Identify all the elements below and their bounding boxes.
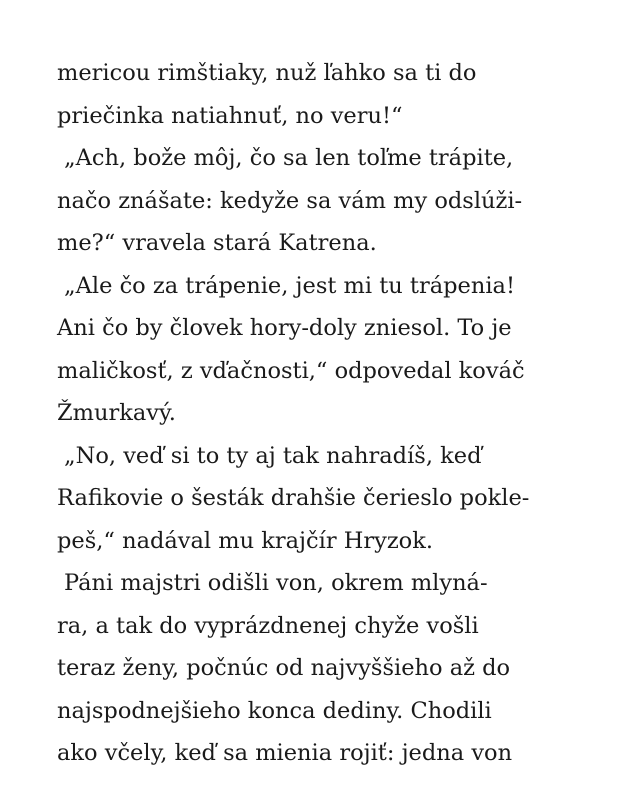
text-line: Žmurkavý. [57, 400, 176, 426]
text-line: načo znášate: kedyže sa vám my odslúži- [57, 187, 523, 214]
text-line: peš,“ nadával mu krajčír Hryzok. [57, 527, 434, 554]
text-line: „Ale čo za trápenie, jest mi tu trápenia! [64, 272, 515, 299]
text-line: najspodnejšieho konca dediny. Chodili [57, 697, 492, 724]
text-line: ako včely, keď sa mienia rojiť: jedna von [57, 740, 513, 766]
text-line: Ani čo by človek hory-doly zniesol. To je [57, 315, 512, 341]
text-line: priečinka natiahnuť, no veru!“ [57, 102, 403, 129]
text-line: „Ach, bože môj, čo sa len toľme trápite, [64, 145, 514, 171]
text-line: „No, veď si to ty aj tak nahradíš, keď [64, 442, 482, 469]
text-line: me?“ vravela stará Katrena. [57, 230, 377, 256]
text-line: maličkosť, z vďačnosti,“ odpovedal kováč [57, 357, 525, 384]
text-line: teraz ženy, počnúc od najvyššieho až do [57, 655, 511, 681]
text-line: Rafikovie o šesták drahšie čerieslo pokle- [57, 485, 530, 511]
text-line: ra, a tak do vyprázdnenej chyže vošli [57, 612, 479, 639]
book-page-text [57, 52, 597, 775]
text-line: Páni majstri odišli von, okrem mlyná- [64, 570, 488, 596]
text-line: mericou rimštiaky, nuž ľahko sa ti do [57, 60, 477, 86]
